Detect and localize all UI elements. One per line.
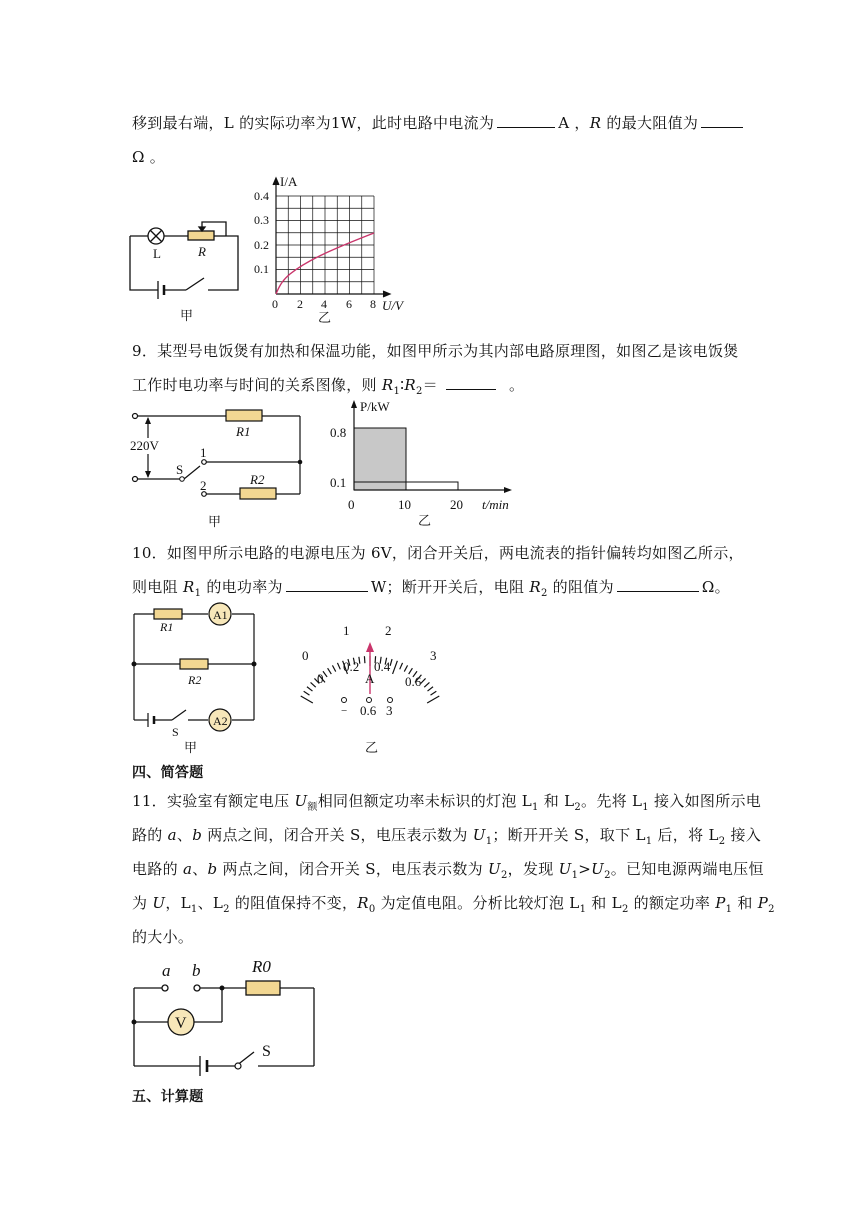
q8-iu-graph	[250, 172, 420, 332]
lower-tick: 0.2	[343, 659, 360, 674]
q11-var: a	[182, 860, 193, 878]
q11-sub: 1	[531, 802, 539, 813]
lower-tick: 0.4	[374, 659, 391, 674]
terminal-neg: −	[341, 705, 348, 717]
q9-period: 。	[508, 376, 525, 394]
figure-caption-yi: 乙	[318, 310, 332, 325]
lower-tick: 0.6	[405, 674, 422, 689]
q11-var: U	[152, 894, 166, 912]
q11-var: U	[558, 860, 572, 878]
figure-caption-jia: 甲	[184, 740, 198, 755]
q11-text: 和 L	[586, 894, 622, 912]
q11-text: 接入如图所示电	[648, 792, 762, 810]
q11-line-2	[132, 824, 761, 847]
figure-caption-yi: 乙	[365, 740, 379, 755]
figure-caption-jia: 甲	[180, 308, 194, 323]
x-tick: 0	[348, 497, 355, 512]
q11-sub: 2	[604, 870, 611, 881]
q11-sub: 额	[307, 802, 318, 813]
x-axis-label: t/min	[482, 497, 509, 512]
q10-line-2	[132, 576, 730, 599]
q11-line-5: 的大小。	[132, 928, 194, 946]
q11-text: 接入	[725, 826, 762, 844]
q11-text: 11．实验室有额定电压	[132, 792, 295, 810]
dial-tick	[332, 665, 335, 671]
x-tick: 2	[297, 297, 303, 311]
q11-line-1	[132, 790, 761, 813]
q9-ratio: ∶	[400, 376, 405, 394]
q11-var: U	[472, 826, 486, 844]
upper-tick: 0	[302, 648, 309, 663]
x-tick: 4	[321, 297, 327, 311]
q11-sub: 0	[368, 904, 376, 915]
y-tick: 0.4	[254, 189, 269, 203]
q11-sub: 1	[190, 904, 198, 915]
terminal-a: a	[162, 961, 171, 980]
q9-r: R	[381, 376, 394, 394]
dial-tick	[400, 663, 403, 669]
q11-sub: 2	[621, 904, 629, 915]
q11-sub: 1	[579, 904, 587, 915]
q11-sub: 1	[642, 802, 649, 813]
y-tick: 0.8	[330, 425, 347, 440]
q10-r: R	[529, 578, 541, 596]
dial-tick	[427, 696, 439, 703]
q10-unit: Ω。	[701, 578, 730, 596]
figure-caption-jia: 甲	[208, 514, 222, 529]
upper-tick: 1	[343, 623, 350, 638]
q11-line-3	[132, 858, 764, 881]
q11-sub: 2	[500, 870, 508, 881]
q11-text: 两点之间，闭合开关 S，电压表示数为	[217, 860, 489, 878]
ammeter-a2: A2	[213, 714, 228, 728]
q11-var: P	[715, 894, 726, 912]
q11-text: 、	[176, 826, 193, 844]
q11-text: 。已知电源两端电压恒	[610, 860, 764, 878]
q11-text: 和 L	[538, 792, 575, 810]
switch-label: S	[262, 1043, 271, 1060]
x-tick: 8	[370, 297, 376, 311]
q11-var: U	[591, 860, 605, 878]
r2-label: R2	[188, 673, 202, 687]
lower-tick: 0	[317, 671, 324, 686]
y-tick: 0.1	[330, 475, 347, 490]
r1-label: R1	[160, 620, 174, 634]
q11-text: ，发现	[507, 860, 559, 878]
y-tick: 0.1	[254, 262, 269, 276]
q11-sub: 1	[725, 904, 733, 915]
terminal-3: 3	[386, 703, 393, 718]
q11-var: P	[757, 894, 769, 912]
switch-pos-2: 2	[200, 478, 207, 493]
q11-var: U	[488, 860, 501, 878]
upper-tick: 2	[385, 623, 392, 638]
x-tick: 0	[272, 297, 278, 311]
q10-text: 的电功率为	[201, 578, 283, 596]
dial-tick	[323, 671, 327, 677]
q9-sub: 1	[393, 386, 401, 397]
q11-var: b	[192, 826, 203, 844]
switch-pos-1: 1	[200, 445, 207, 460]
x-tick: 10	[398, 497, 411, 512]
q11-sub: 2	[574, 802, 582, 813]
y-tick: 0.3	[254, 213, 269, 227]
q8-unit-a: A ，	[558, 114, 590, 132]
q11-sub: 2	[718, 836, 726, 847]
q10-sub: 2	[540, 588, 548, 599]
q11-text: >	[578, 860, 592, 878]
dial-tick	[424, 682, 429, 687]
q11-sub: 2	[768, 904, 775, 915]
dial-tick	[404, 665, 407, 671]
q11-sub: 1	[571, 870, 579, 881]
resistor-label: R	[198, 244, 206, 259]
q8-line-2: Ω 。	[132, 148, 166, 166]
figure-caption-yi: 乙	[418, 513, 432, 528]
x-tick: 20	[450, 497, 463, 512]
q11-var: b	[207, 860, 218, 878]
q8-blank-current[interactable]	[497, 113, 555, 128]
q11-circuit-figure	[128, 952, 328, 1072]
q11-text: 、L	[197, 894, 224, 912]
source-voltage: 220V	[130, 438, 159, 453]
q10-line-1: 10．如图甲所示电路的电源电压为 6V，闭合开关后，两电流表的指针偏转均如图乙所示，	[132, 544, 744, 562]
q9-line-2	[132, 374, 524, 397]
q9-line-1: 9．某型号电饭煲有加热和保温功能，如图甲所示为其内部电路原理图，如图乙是该电饭煲	[132, 342, 739, 360]
q11-text: 路的	[132, 826, 168, 844]
q8-circuit-figure	[128, 218, 243, 322]
r1-label: R1	[236, 424, 251, 439]
q8-text: 移到最右端，L 的实际功率为1W，此时电路中电流为	[132, 114, 495, 132]
ammeter-a1: A1	[213, 608, 228, 622]
dial-tick	[328, 668, 332, 674]
x-axis-label: U/V	[382, 298, 403, 313]
y-tick: 0.2	[254, 238, 269, 252]
q10-sub: 1	[194, 588, 202, 599]
q10-ammeter-dial	[290, 616, 450, 758]
q11-text: ；断开开关 S，取下 L	[492, 826, 646, 844]
section-heading-calculation: 五、计算题	[132, 1089, 204, 1105]
q10-text: 则电阻	[132, 578, 183, 596]
terminal-b: b	[192, 961, 201, 980]
r0-label: R0	[252, 957, 271, 976]
q8-text-2: 的最大阻值为	[601, 114, 699, 132]
q11-text: 、	[192, 860, 208, 878]
dial-tick	[421, 678, 426, 683]
q10-circuit-figure	[128, 604, 263, 754]
switch-label: S	[176, 462, 184, 477]
upper-tick: 3	[430, 648, 437, 663]
q11-text: 。先将 L	[581, 792, 643, 810]
dial-tick	[301, 696, 313, 703]
q11-text: 为定值电阻。分析比较灯泡 L	[375, 894, 580, 912]
lamp-label: L	[153, 246, 161, 261]
q9-power-time-graph	[328, 395, 528, 533]
voltmeter-label: V	[175, 1015, 187, 1032]
q11-var: U	[294, 792, 308, 810]
dial-tick	[428, 687, 434, 691]
q11-sub: 1	[645, 836, 653, 847]
dial-tick	[431, 691, 437, 695]
q9-r: R	[404, 376, 416, 394]
q10-text: W；断开开关后，电阻	[370, 578, 530, 596]
x-tick: 6	[346, 297, 352, 311]
q10-blank-power[interactable]	[286, 577, 368, 592]
q11-text: ，L	[165, 894, 191, 912]
section-heading-short-answer: 四、简答题	[132, 765, 204, 781]
dial-tick	[311, 682, 316, 687]
q9-sub: 2	[415, 386, 423, 397]
q10-r: R	[182, 578, 195, 596]
y-axis-label: P/kW	[360, 399, 390, 414]
unit-label: A	[365, 671, 375, 686]
q11-sub: 1	[485, 836, 493, 847]
q11-line-4	[132, 892, 775, 915]
q10-blank-resistance[interactable]	[617, 577, 699, 592]
q11-text: 为	[132, 894, 153, 912]
q11-var: a	[167, 826, 177, 844]
q9-eq: ＝	[422, 376, 438, 394]
y-axis-label: I/A	[280, 174, 298, 189]
terminal-06: 0.6	[360, 703, 377, 718]
q9-blank-ratio[interactable]	[446, 375, 496, 390]
q8-blank-resistance[interactable]	[701, 113, 743, 128]
dial-tick	[393, 661, 398, 674]
dial-tick	[307, 687, 313, 691]
dial-tick	[304, 691, 310, 695]
switch-label: S	[172, 725, 179, 739]
q11-text: 和	[732, 894, 758, 912]
q11-text: 的阻值保持不变，	[229, 894, 358, 912]
q11-sub: 2	[223, 904, 230, 915]
q9-text: 工作时电功率与时间的关系图像，则	[132, 376, 382, 394]
q11-text: 的额定功率	[628, 894, 716, 912]
dial-tick	[337, 663, 340, 669]
dial-tick	[390, 659, 392, 666]
q11-text: 两点之间，闭合开关 S，电压表示数为	[202, 826, 473, 844]
q10-text: 的阻值为	[547, 578, 614, 596]
q11-text: 后，将 L	[652, 826, 719, 844]
q8-line-1	[132, 112, 746, 133]
q11-var: R	[357, 894, 369, 912]
r2-label: R2	[250, 472, 265, 487]
q11-text: 电路的	[132, 860, 183, 878]
q9-circuit-figure	[128, 402, 308, 530]
q11-text: 相同但额定功率未标识的灯泡 L	[317, 792, 532, 810]
q8-symbol-r: R	[589, 114, 602, 132]
